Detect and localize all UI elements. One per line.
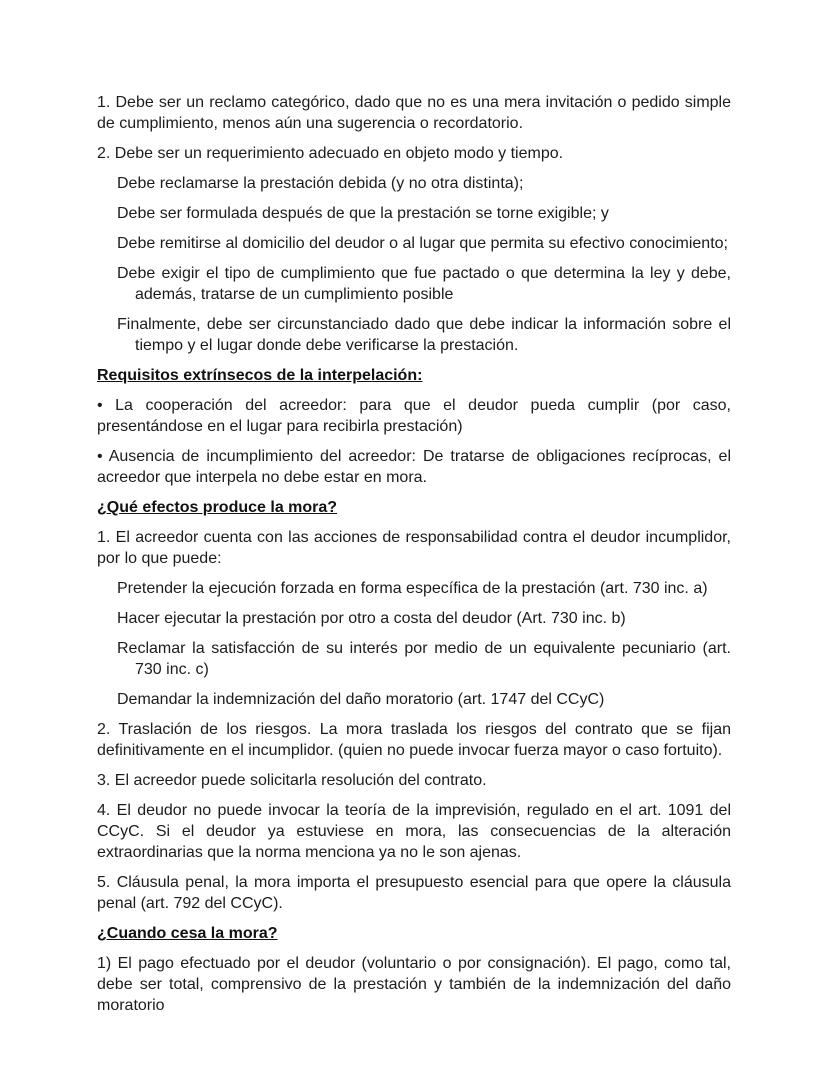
section-heading: ¿Qué efectos produce la mora? — [97, 499, 338, 516]
paragraph: 3. El acreedor puede solicitarla resolución del contrato. — [97, 772, 487, 789]
indented-item: Debe remitirse al domicilio del deudor o al lugar que permita su efectivo conocimiento; — [117, 235, 728, 252]
section-heading: Requisitos extrínsecos de la interpelación: — [97, 367, 423, 384]
indented-item: Debe ser formulada después de que la prestación se torne exigible; y — [117, 205, 609, 222]
paragraph: 4. El deudor no puede invocar la teoría de la imprevisión, regulado en el art. 1091 del CCyC. Si el deudor ya estuviese en mora, las consecuencias de la alteración extraordinarias que la norma menciona ya no le son ajenas. — [97, 802, 731, 861]
paragraph: 2. Traslación de los riesgos. La mora traslada los riesgos del contrato que se fijan definitivamente en el incumplidor. (quien no puede invocar fuerza mayor o caso fortuito). — [97, 721, 731, 759]
paragraph: 2. Debe ser un requerimiento adecuado en objeto modo y tiempo. — [97, 145, 564, 162]
indented-item: Debe reclamarse la prestación debida (y no otra distinta); — [117, 175, 524, 192]
indented-item: Reclamar la satisfacción de su interés por medio de un equivalente pecuniario (art. 730 inc. c) — [117, 640, 731, 678]
indented-item: Pretender la ejecución forzada en forma específica de la prestación (art. 730 inc. a) — [117, 580, 708, 597]
paragraph: 1. Debe ser un reclamo categórico, dado que no es una mera invitación o pedido simple de cumplimiento, menos aún una sugerencia o recordatorio. — [97, 94, 731, 132]
document-body — [97, 92, 731, 1016]
paragraph: 1) El pago efectuado por el deudor (voluntario o por consignación). El pago, como tal, debe ser total, comprensivo de la prestación y también de la indemnización del daño moratorio — [97, 955, 731, 1014]
paragraph: 1. El acreedor cuenta con las acciones de responsabilidad contra el deudor incumplidor, por lo que puede: — [97, 529, 731, 567]
section-heading: ¿Cuando cesa la mora? — [97, 925, 278, 942]
paragraph: 5. Cláusula penal, la mora importa el presupuesto esencial para que opere la cláusula penal (art. 792 del CCyC). — [97, 874, 731, 912]
indented-item: Hacer ejecutar la prestación por otro a costa del deudor (Art. 730 inc. b) — [117, 610, 626, 627]
indented-item: Demandar la indemnización del daño moratorio (art. 1747 del CCyC) — [117, 691, 605, 708]
paragraph: • Ausencia de incumplimiento del acreedor: De tratarse de obligaciones recíprocas, el acreedor que interpela no debe estar en mora. — [97, 448, 731, 486]
paragraph: • La cooperación del acreedor: para que el deudor pueda cumplir (por caso, presentándose en el lugar para recibirla prestación) — [97, 397, 731, 435]
indented-item: Finalmente, debe ser circunstanciado dado que debe indicar la información sobre el tiempo y el lugar donde debe verificarse la prestación. — [117, 316, 731, 354]
indented-item: Debe exigir el tipo de cumplimiento que fue pactado o que determina la ley y debe, además, tratarse de un cumplimiento posible — [117, 265, 731, 303]
